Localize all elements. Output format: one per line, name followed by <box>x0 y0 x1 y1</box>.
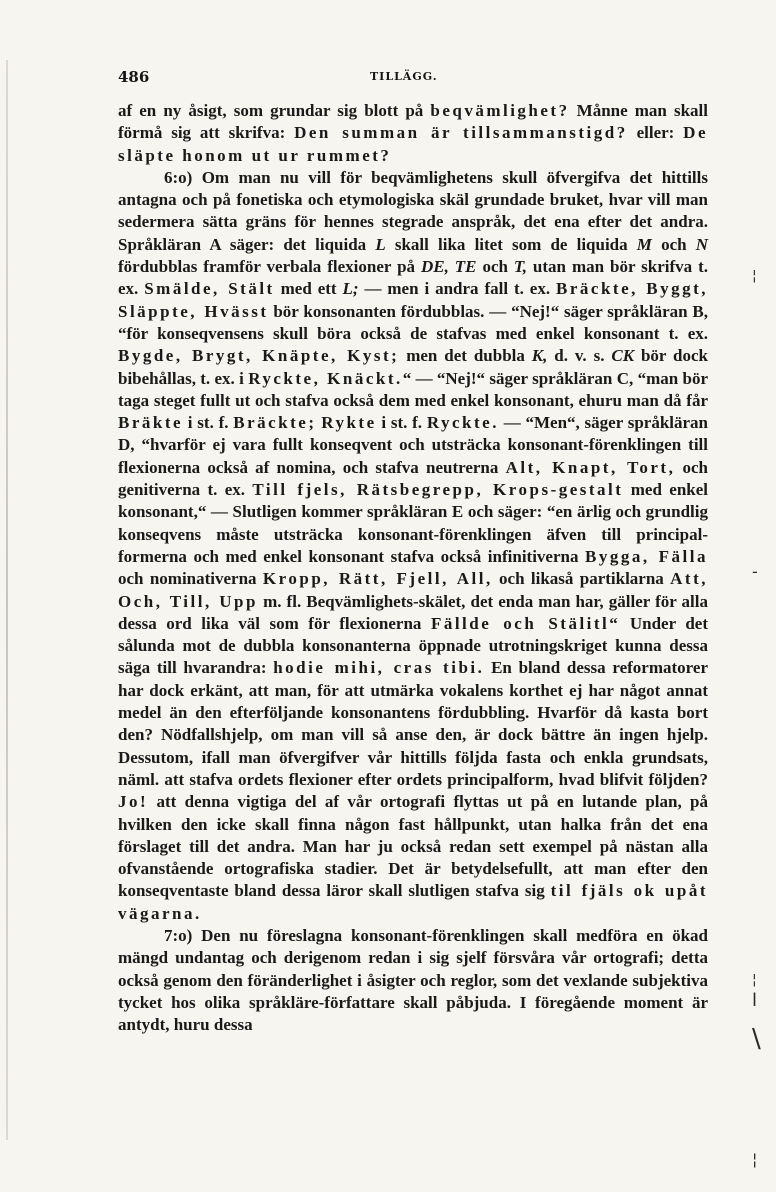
text-run: bör dock bibehållas, t. ex. i <box>118 346 708 388</box>
spaced-text: Bräckte; <box>233 413 317 433</box>
paragraph-7 <box>118 925 708 1036</box>
spaced-text: Att, Och, Till, Upp <box>118 569 708 611</box>
running-title: TILLÄGG. <box>370 70 438 83</box>
text-run: och <box>476 257 514 277</box>
margin-mark: ¦ <box>752 972 757 988</box>
spaced-text: Till fjels, Rätsbegrepp, Krops-gestalt <box>252 480 624 500</box>
text-run: af en ny åsigt, som grundar sig blott på <box>118 101 431 120</box>
text-run: eller: <box>627 123 684 143</box>
text-run: att denna vigtiga del af vår ortografi flyttas ut på en lutande plan, på hvilken den icke skall finna någon fast hållpunkt, utan halka från det ena förslaget till det andra. Man har ju också redan sett exempel på nästan alla ofvanstående ortografiska stadier. Det är betydelsefullt, att man efter den konseqventaste bland dessa läror skall slutligen stafva sig <box>118 792 708 901</box>
spaced-text: Ryckte, Knäckt. <box>248 368 403 388</box>
text-run: — “Men“, säger språkläran D, “hvarför ej vara fullt konseqvent och utsträcka konsonant-förenklingen till flexionerna också af nomina, och stafva neutrerna <box>118 413 708 477</box>
italic-text: L <box>375 234 386 254</box>
spaced-text: til fjäls ok upåt vägarna. <box>118 881 708 923</box>
spaced-text: Bygga, Fälla <box>585 546 709 566</box>
text-run: fördubblas framför verbala flexioner på <box>118 257 421 277</box>
margin-mark: l <box>752 990 758 1011</box>
margin-mark: ¦ <box>752 268 757 284</box>
italic-text: T, <box>513 257 527 277</box>
spaced-text: Kropp, Rätt, Fjell, All, <box>262 569 493 589</box>
text-run: och genitiverna t. ex. <box>118 457 709 500</box>
spaced-text: Fällde och Stälitl“ <box>430 613 621 633</box>
text-run: bör konsonanten fördubblas. — “Nej!“ säger språkläran B, “för konseqvensens skull böra också de stafvas med enkel konsonant t. ex. <box>118 301 708 343</box>
spaced-text: Rykte <box>321 413 377 433</box>
text-run: 7:o) Den nu föreslagna konsonant-förenklingen skall medföra en ökad mängd undantag och derigenom redan i sig sjelf försvåra vår ortografi; detta också genom den föränderlighet i åsigter och reglor, som det vexlande subjektiva tycket hos olika språkläre-författare skall påbjuda. I föregående moment är antydt, huru dessa <box>118 925 708 1035</box>
margin-mark: \ <box>752 1024 761 1054</box>
italic-text: CK <box>611 346 635 366</box>
page-edge-shadow <box>6 60 8 1140</box>
spaced-text: Bräckte, Byggt, Släppte, Hvässt <box>118 279 709 321</box>
paragraph-continuation <box>118 100 708 167</box>
spaced-text: Jo! <box>118 792 149 812</box>
text-run: och <box>651 234 696 254</box>
running-header <box>118 68 708 90</box>
margin-marks <box>752 0 776 1192</box>
page-number: 486 <box>118 68 150 86</box>
spaced-text: De släpte honom ut ur rummet? <box>118 123 708 165</box>
text-run: med ett <box>274 279 343 299</box>
text-run: Under det sålunda mot de dubbla konsonanterna öppnade utrotningskriget kunna dessa säga till hvarandra: <box>118 613 708 678</box>
italic-text: L; <box>342 279 359 299</box>
italic-text: N <box>695 234 708 254</box>
text-run: i st. f. <box>376 413 427 433</box>
italic-text: M <box>636 234 652 254</box>
text-run: m. fl. Beqvämlighets-skälet, det enda man har, gäller för alla dessa ord lika väl som för flexionerna <box>118 591 708 633</box>
paragraph-6 <box>118 167 708 925</box>
text-run: men det dubbla <box>399 346 532 366</box>
italic-text: K, <box>531 346 548 366</box>
spaced-text: Ryckte. <box>426 413 499 433</box>
spaced-text: Bygde, Brygt, Knäpte, Kyst; <box>118 346 400 366</box>
text-run: 6:o) Om man nu vill för beqvämlighetens skull öfvergifva det hittills antagna och på fonetiska och etymologiska skäl grundade bruket, hvar vill man sedermera sätta gräns för hennes stegrade anspråk, det ena efter det andra. Språkläran A säger: det liquida <box>118 167 708 254</box>
text-run: och nominativerna <box>118 569 263 589</box>
spaced-text: beqvämlighet? <box>430 101 570 120</box>
spaced-text: Smälde, Stält <box>144 279 275 299</box>
spaced-text: hodie mihi, cras tibi. <box>273 658 485 678</box>
text-run: d. v. s. <box>547 346 612 366</box>
text-run: — men i andra fall t. ex. <box>358 279 557 299</box>
italic-text: DE, TE <box>420 257 477 277</box>
spaced-text: Alt, Knapt, Tort, <box>505 457 676 477</box>
body-text <box>118 100 708 1036</box>
spaced-text: Den summan är tillsammanstigd? <box>294 123 628 143</box>
text-run: skall lika litet som de liquida <box>385 234 637 254</box>
text-run: “ — “Nej!“ säger språkläran C, “man bör taga steget fullt ut och stafva också dem med enkel konsonant, ehuru man då får <box>118 368 709 410</box>
text-run: med enkel konsonant,“ — Slutligen kommer språkläran E och säger: “en ärlig och grundlig konseqvens måste utsträcka konsonant-förenklingen äfven till principal-formerna och med enkel konsonant stafva också infinitiverna <box>118 480 708 566</box>
spaced-text: Bräkte <box>118 413 184 433</box>
text-run: Månne man skall förmå sig att skrifva: <box>118 101 708 143</box>
text-run: En bland dessa reformatorer har dock erkänt, att man, för att utmärka vokalens korthet ej har något annat medel än den efterföljande konsonantens fördubbling. Hvarför då kasta bort den? Nödfallshjelp, om man vill så anse den, är dock bättre än ingen hjelp. Dessutom, ifall man öfvergifver vår hittills följda fasta och enkla grundsats, näml. att stafva ordets flexioner efter ordets principalform, hvad blifvit följden? <box>118 658 708 789</box>
margin-mark: ¦ <box>752 1150 758 1169</box>
text-run: och likaså partiklarna <box>492 569 671 589</box>
margin-mark: - <box>752 562 758 581</box>
text-run: i st. f. <box>183 413 234 433</box>
text-run: utan man bör skrifva t. ex. <box>118 257 708 299</box>
